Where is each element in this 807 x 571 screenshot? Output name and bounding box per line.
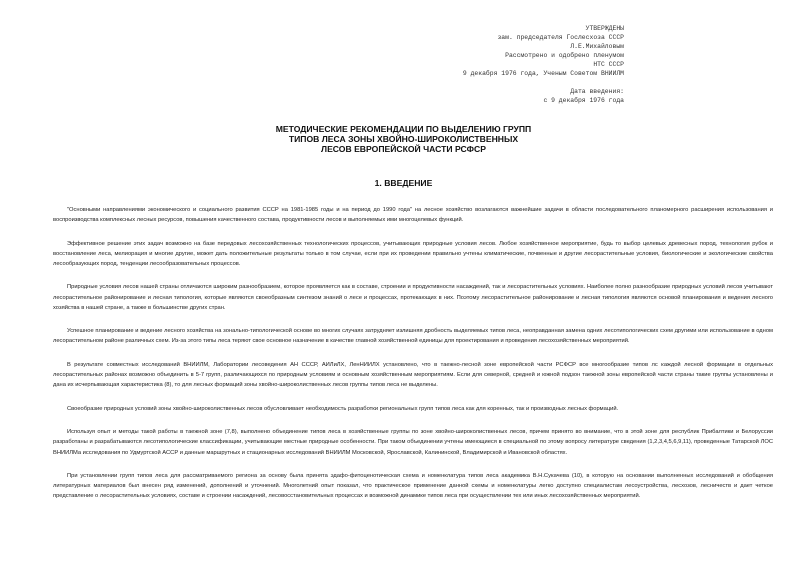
paragraph: В результате совместных исследований ВНИИЛМ, Лаборатории лесоведения АН СССР, АИЛиЛХ, ЛенНИИЛХ установлено, что в таежно-лесной зоне европейской части РСФСР все многообразие типов лс каждой лесной формации в отдельных лесорастительных районах возможно объединить в 5-7 групп, различающихся по природным условиям и основным хозяйственным мероприятиям. Если для северной, средней и южной подзон таежной зоны европейской части страны такие группы установлены и дана их исчерпывающая характеристика (8), то для лесных формаций зоны хвойно-широколиственных лесов группы типов леса не выделены. [53,361,773,389]
paragraph: Своеобразие природных условий зоны хвойно-широколиственных лесов обусловливает необходимость разработки региональных групп типов леса как для коренных, так и производных лесных формаций. [67,405,619,412]
paragraph: Эффективное решение этих задач возможно на базе передовых лесохозяйственных технологических процессов, учитывающих природные условия лесов. Любое хозяйственное мероприятие, будь то выбор целевых древесных пород, технология рубок и восстановление леса, мелиорация и многие другие, может дать положительные результаты только в том случае, если при их проведении правильно учтены климатические, почвенные и другие лесорастительные условия, биологические и экологические свойства лесообразующих пород, тенденции лесообразовательных процессов. [53,240,773,267]
paragraph: Успешное планирование и ведение лесного хозяйства на зонально-типологической основе во многих случаях затрудняет излишняя дробность выделяемых типов леса, неоправданная замена одних лесотипологических схем другими или использование в одном лесорастительном районе различных схем. Из-за этого типы леса теряют свое основное назначение в качестве главной хозяйственной единицы для проектирования и проведения лесохозяйственных мероприятий. [53,328,773,345]
approval-line: НТС СССР [593,61,624,68]
section-heading: 1. ВВЕДЕНИЕ [374,178,433,188]
title-line: ЛЕСОВ ЕВРОПЕЙСКОЙ ЧАСТИ РСФСР [321,144,486,154]
title-line: ТИПОВ ЛЕСА ЗОНЫ ХВОЙНО-ШИРОКОЛИСТВЕННЫХ [288,134,519,144]
paragraph: "Основными направлениями экономического и социального развития СССР на 1981-1985 годы и на период до 1990 года" на лесное хозяйство возлагаются важнейшие задачи в области последовательного планомерного расширения использования и воспроизводства комплексных лесных ресурсов, повышения качественного состава, продуктивности лесов и выполняемых ими многоцелевых функций. [53,207,773,224]
approval-line: УТВЕРЖДЕНЫ [585,25,624,32]
effective-date-label: Дата введения: [570,88,624,95]
approval-line: зам. председателя Гослесхоза СССР [497,34,624,41]
effective-date-value: с 9 декабря 1976 года [543,97,624,104]
paragraph: При установлении групп типов леса для рассматриваемого региона за основу была принята эдафо-фитоценотическая схема и номенклатура типов леса академика В.Н.Сукачева (10), в которую на основании выполненных исследований и обобщения литературных материалов был внесен ряд изменений, дополнений и уточнений. Многолетний опыт показал, что практическое применение данной схемы и номенклатуры легко доступно специалистам лесоустройства, лесхозов, лесничеств и дает четкое представление о лесорастительных условиях, составе и строении насаждений, лесовосстановительных процессах и возможной динамике типов леса при осуществлении тех или иных лесохозяйственных мероприятий. [53,473,773,500]
title-line: МЕТОДИЧЕСКИЕ РЕКОМЕНДАЦИИ ПО ВЫДЕЛЕНИЮ ГРУПП [275,124,532,134]
paragraph: Используя опыт и методы такой работы в таежной зоне (7,8), выполнено объединение типов леса в хозяйственные группы по зоне хвойно-широколиственных лесов, причем принято во внимание, что в этой зоне для республик Прибалтики и Белоруссии разработаны и разрабатываются лесотипологические классификации, учитывающие местные природные особенности. При таком объединении учтены имеющиеся в специальной по этому вопросу литературе сведения (1,2,3,4,5,6,9,11), проведенные Татарской ЛОС ВНИИЛМа исследования по Удмуртской АССР и данные маршрутных и стационарных исследований ВНИИЛМ Московской, Ярославской, Калининской, Владимирской и Ивановской областях. [53,429,773,456]
document-title [0,124,807,154]
approval-line: Рассмотрено и одобрено пленумом [505,52,624,59]
paragraph: Природные условия лесов нашей страны отличаются широким разнообразием, которое проявляется как в составе, строении и продуктивности насаждений, так и лесорастительных условиях. Наиболее полно разнообразие природных условий лесов учитывают лесорастительное районирование и лесная типология, которые являются своеобразным синтезом знаний о лесе и процессах, протекающих в них. Поэтому лесорастительное районирование и лесная типология являются основой планирования и ведения лесного хозяйства в нашей стране, а также в большинстве других стран. [53,284,773,311]
approval-block [463,24,624,105]
spacer [463,78,624,87]
approval-line: Л.Е.Михайловым [570,43,624,50]
document-body [53,205,773,515]
approval-line: 9 декабря 1976 года, Ученым Советом ВНИИЛМ [462,70,624,77]
